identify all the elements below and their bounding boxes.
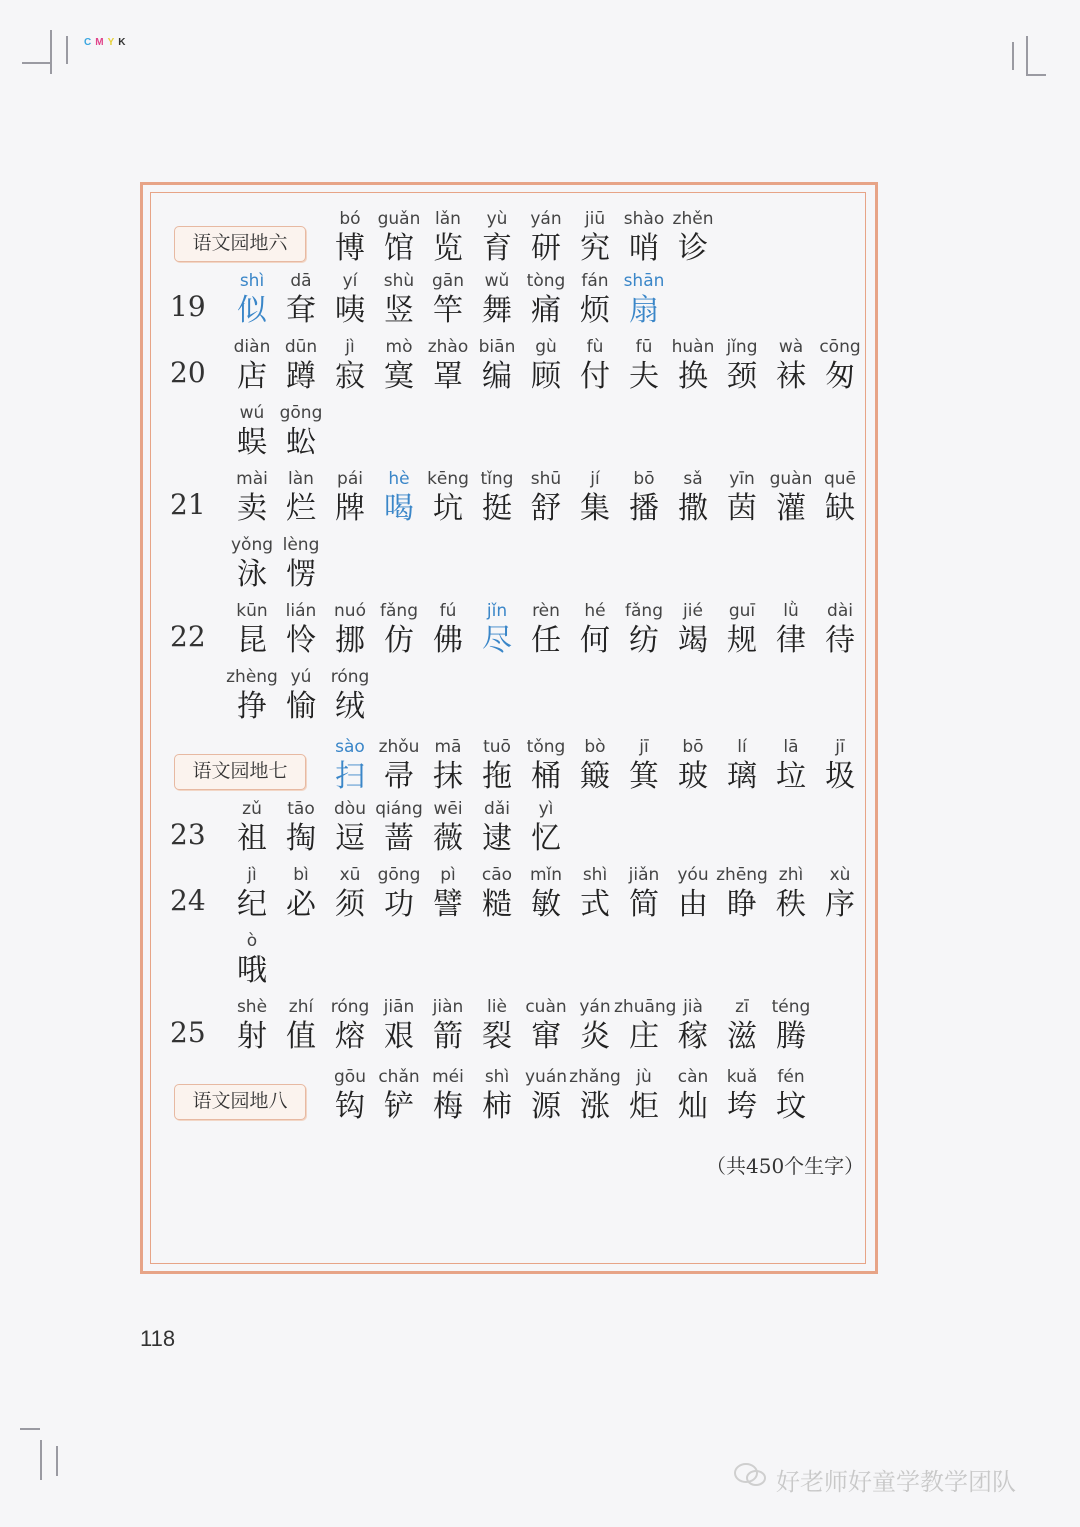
pinyin: rèn bbox=[532, 601, 560, 621]
character-cell bbox=[663, 208, 723, 268]
hanzi: 裂 bbox=[482, 1019, 512, 1054]
pinyin: tòng bbox=[526, 271, 566, 291]
wechat-icon bbox=[734, 1462, 766, 1488]
character-cell bbox=[516, 798, 576, 858]
pinyin: yú bbox=[290, 667, 312, 687]
pinyin: gōu bbox=[334, 1067, 366, 1087]
pinyin: lián bbox=[285, 601, 317, 621]
hanzi: 烂 bbox=[286, 491, 316, 526]
character-cell bbox=[222, 930, 282, 990]
page-number: 118 bbox=[140, 1326, 176, 1351]
pinyin: méi bbox=[432, 1067, 464, 1087]
hanzi: 炎 bbox=[580, 1019, 610, 1054]
pinyin: gōng bbox=[279, 403, 323, 423]
pinyin: jiū bbox=[584, 209, 606, 229]
pinyin: kuǎ bbox=[726, 1067, 758, 1087]
pinyin: yí bbox=[342, 271, 358, 291]
pinyin: làn bbox=[288, 469, 314, 489]
pinyin: tǒng bbox=[526, 737, 566, 757]
pinyin: dòu bbox=[334, 799, 366, 819]
hanzi: 昆 bbox=[237, 623, 267, 658]
hanzi: 耷 bbox=[286, 293, 316, 328]
pinyin: dūn bbox=[284, 337, 318, 357]
pinyin: dā bbox=[290, 271, 312, 291]
lesson-number: 25 bbox=[170, 1016, 206, 1049]
pinyin: zhěn bbox=[672, 209, 714, 229]
pinyin: kūn bbox=[236, 601, 268, 621]
pinyin: ò bbox=[246, 931, 258, 951]
pinyin: lǜ bbox=[783, 601, 799, 621]
hanzi: 圾 bbox=[825, 759, 855, 794]
pinyin: huàn bbox=[671, 337, 715, 357]
hanzi: 灿 bbox=[678, 1089, 708, 1124]
pinyin: jié bbox=[683, 601, 703, 621]
pinyin: tuō bbox=[483, 737, 511, 757]
pinyin: dài bbox=[827, 601, 853, 621]
pinyin: kēng bbox=[427, 469, 469, 489]
pinyin: zhǒu bbox=[378, 737, 420, 757]
hanzi: 律 bbox=[776, 623, 806, 658]
hanzi: 顾 bbox=[531, 359, 561, 394]
crop-mark bbox=[1026, 36, 1028, 74]
pinyin: zǔ bbox=[242, 799, 262, 819]
cmyk-c: C bbox=[84, 37, 96, 48]
hanzi: 卖 bbox=[237, 491, 267, 526]
pinyin: zhí bbox=[288, 997, 314, 1017]
crop-mark bbox=[22, 62, 50, 64]
crop-mark bbox=[20, 1428, 40, 1430]
pinyin: jì bbox=[345, 337, 355, 357]
hanzi: 逮 bbox=[482, 821, 512, 856]
pinyin: guǎn bbox=[377, 209, 421, 229]
pinyin: mā bbox=[434, 737, 462, 757]
pinyin: fú bbox=[439, 601, 457, 621]
pinyin: yuán bbox=[524, 1067, 568, 1087]
character-cell bbox=[614, 270, 674, 330]
hanzi: 梅 bbox=[433, 1089, 463, 1124]
pinyin: shào bbox=[623, 209, 665, 229]
hanzi: 柿 bbox=[482, 1089, 512, 1124]
hanzi: 敏 bbox=[531, 887, 561, 922]
hanzi: 寂 bbox=[335, 359, 365, 394]
hanzi: 编 bbox=[482, 359, 512, 394]
hanzi: 垮 bbox=[727, 1089, 757, 1124]
pinyin: gōng bbox=[377, 865, 421, 885]
pinyin: nuó bbox=[334, 601, 366, 621]
hanzi: 譬 bbox=[433, 887, 463, 922]
hanzi: 撒 bbox=[678, 491, 708, 526]
hanzi: 竖 bbox=[384, 293, 414, 328]
hanzi: 涨 bbox=[580, 1089, 610, 1124]
character-cell bbox=[761, 996, 821, 1056]
hanzi: 须 bbox=[335, 887, 365, 922]
pinyin: cāo bbox=[481, 865, 513, 885]
hanzi: 射 bbox=[237, 1019, 267, 1054]
pinyin: pái bbox=[337, 469, 363, 489]
pinyin: yì bbox=[538, 799, 554, 819]
pinyin: guàn bbox=[769, 469, 813, 489]
hanzi: 簸 bbox=[580, 759, 610, 794]
pinyin: wà bbox=[778, 337, 804, 357]
pinyin: shù bbox=[383, 271, 415, 291]
pinyin: lā bbox=[783, 737, 799, 757]
pinyin: wēi bbox=[433, 799, 463, 819]
hanzi: 览 bbox=[433, 231, 463, 266]
hanzi: 挺 bbox=[482, 491, 512, 526]
pinyin: quē bbox=[823, 469, 857, 489]
hanzi: 箭 bbox=[433, 1019, 463, 1054]
pinyin: yù bbox=[486, 209, 508, 229]
hanzi: 烦 bbox=[580, 293, 610, 328]
hanzi: 炬 bbox=[629, 1089, 659, 1124]
hanzi: 祖 bbox=[237, 821, 267, 856]
hanzi: 蹲 bbox=[286, 359, 316, 394]
hanzi: 滋 bbox=[727, 1019, 757, 1054]
hanzi: 播 bbox=[629, 491, 659, 526]
pinyin: dǎi bbox=[484, 799, 510, 819]
hanzi: 糙 bbox=[482, 887, 512, 922]
hanzi: 由 bbox=[678, 887, 708, 922]
pinyin: gān bbox=[432, 271, 464, 291]
hanzi: 坑 bbox=[433, 491, 463, 526]
hanzi: 逗 bbox=[335, 821, 365, 856]
pinyin: diàn bbox=[233, 337, 271, 357]
hanzi: 夫 bbox=[629, 359, 659, 394]
character-cell bbox=[761, 1066, 821, 1126]
pinyin: zhào bbox=[427, 337, 469, 357]
pinyin: zhì bbox=[778, 865, 804, 885]
character-cell bbox=[320, 666, 380, 726]
hanzi: 集 bbox=[580, 491, 610, 526]
hanzi: 馆 bbox=[384, 231, 414, 266]
hanzi: 桶 bbox=[531, 759, 561, 794]
pinyin: shì bbox=[582, 865, 608, 885]
pinyin: jiàn bbox=[432, 997, 464, 1017]
hanzi: 忆 bbox=[531, 821, 561, 856]
lesson-number: 19 bbox=[170, 290, 206, 323]
hanzi: 似 bbox=[237, 293, 267, 328]
hanzi: 秩 bbox=[776, 887, 806, 922]
hanzi: 拖 bbox=[482, 759, 512, 794]
hanzi: 育 bbox=[482, 231, 512, 266]
pinyin: zī bbox=[735, 997, 749, 1017]
pinyin: mài bbox=[236, 469, 268, 489]
hanzi: 愣 bbox=[286, 557, 316, 592]
lesson-number: 24 bbox=[170, 884, 206, 917]
pinyin: zhēng bbox=[716, 865, 768, 885]
hanzi: 换 bbox=[678, 359, 708, 394]
hanzi: 薇 bbox=[433, 821, 463, 856]
character-cell bbox=[810, 336, 870, 396]
pinyin: róng bbox=[330, 997, 370, 1017]
hanzi: 掏 bbox=[286, 821, 316, 856]
cmyk-m: M bbox=[95, 37, 108, 48]
hanzi: 窜 bbox=[531, 1019, 561, 1054]
hanzi: 博 bbox=[335, 231, 365, 266]
hanzi: 源 bbox=[531, 1089, 561, 1124]
hanzi: 哨 bbox=[629, 231, 659, 266]
hanzi: 式 bbox=[580, 887, 610, 922]
hanzi: 咦 bbox=[335, 293, 365, 328]
hanzi: 店 bbox=[237, 359, 267, 394]
crop-mark bbox=[1026, 74, 1046, 76]
hanzi: 喝 bbox=[384, 491, 414, 526]
hanzi: 必 bbox=[286, 887, 316, 922]
hanzi: 纺 bbox=[629, 623, 659, 658]
hanzi: 垃 bbox=[776, 759, 806, 794]
lesson-number: 23 bbox=[170, 818, 206, 851]
pinyin: xù bbox=[829, 865, 851, 885]
hanzi: 蜈 bbox=[237, 425, 267, 460]
lesson-number: 22 bbox=[170, 620, 206, 653]
hanzi: 纪 bbox=[237, 887, 267, 922]
crop-mark bbox=[66, 36, 68, 64]
hanzi: 庄 bbox=[629, 1019, 659, 1054]
pinyin: zhǎng bbox=[569, 1067, 621, 1087]
pinyin: fán bbox=[581, 271, 609, 291]
hanzi: 艰 bbox=[384, 1019, 414, 1054]
hanzi: 待 bbox=[825, 623, 855, 658]
pinyin: yóu bbox=[677, 865, 709, 885]
section-label: 语文园地八 bbox=[174, 1084, 306, 1120]
hanzi: 寞 bbox=[384, 359, 414, 394]
hanzi: 竿 bbox=[433, 293, 463, 328]
hanzi: 任 bbox=[531, 623, 561, 658]
pinyin: pì bbox=[440, 865, 456, 885]
pinyin: gù bbox=[535, 337, 557, 357]
hanzi: 付 bbox=[580, 359, 610, 394]
crop-mark bbox=[56, 1446, 58, 1476]
hanzi: 熔 bbox=[335, 1019, 365, 1054]
hanzi: 玻 bbox=[678, 759, 708, 794]
watermark: 好老师好童学教学团队 bbox=[776, 1468, 1016, 1496]
pinyin: qiáng bbox=[375, 799, 423, 819]
lesson-number: 21 bbox=[170, 488, 206, 521]
character-cell bbox=[810, 864, 870, 924]
hanzi: 璃 bbox=[727, 759, 757, 794]
pinyin: zhuāng bbox=[614, 997, 677, 1017]
pinyin: shì bbox=[239, 271, 265, 291]
pinyin: fù bbox=[586, 337, 604, 357]
hanzi: 诊 bbox=[678, 231, 708, 266]
pinyin: jiān bbox=[383, 997, 415, 1017]
pinyin: bó bbox=[339, 209, 361, 229]
hanzi: 怜 bbox=[286, 623, 316, 658]
hanzi: 扇 bbox=[629, 293, 659, 328]
hanzi: 简 bbox=[629, 887, 659, 922]
pinyin: bì bbox=[293, 865, 309, 885]
pinyin: zhèng bbox=[226, 667, 278, 687]
pinyin: jí bbox=[590, 469, 600, 489]
hanzi: 规 bbox=[727, 623, 757, 658]
hanzi: 缺 bbox=[825, 491, 855, 526]
pinyin: fū bbox=[635, 337, 653, 357]
pinyin: hé bbox=[584, 601, 606, 621]
hanzi: 挣 bbox=[237, 689, 267, 724]
pinyin: wǔ bbox=[484, 271, 510, 291]
pinyin: guī bbox=[728, 601, 756, 621]
pinyin: chǎn bbox=[378, 1067, 420, 1087]
pinyin: jià bbox=[683, 997, 703, 1017]
pinyin: liè bbox=[487, 997, 507, 1017]
character-cell bbox=[271, 402, 331, 462]
cmyk-k: K bbox=[118, 37, 130, 48]
pinyin: yīn bbox=[729, 469, 755, 489]
hanzi: 稼 bbox=[678, 1019, 708, 1054]
pinyin: hè bbox=[388, 469, 410, 489]
pinyin: téng bbox=[771, 997, 811, 1017]
hanzi: 颈 bbox=[727, 359, 757, 394]
hanzi: 仿 bbox=[384, 623, 414, 658]
hanzi: 铲 bbox=[384, 1089, 414, 1124]
hanzi: 蔷 bbox=[384, 821, 414, 856]
hanzi: 牌 bbox=[335, 491, 365, 526]
pinyin: xū bbox=[339, 865, 361, 885]
pinyin: jī bbox=[835, 737, 845, 757]
hanzi: 蚣 bbox=[286, 425, 316, 460]
hanzi: 抹 bbox=[433, 759, 463, 794]
total-count: （共450个生字） bbox=[706, 1154, 865, 1178]
hanzi: 哦 bbox=[237, 953, 267, 988]
hanzi: 钩 bbox=[335, 1089, 365, 1124]
pinyin: biān bbox=[478, 337, 516, 357]
hanzi: 佛 bbox=[433, 623, 463, 658]
pinyin: fǎng bbox=[625, 601, 663, 621]
hanzi: 绒 bbox=[335, 689, 365, 724]
pinyin: sǎ bbox=[683, 469, 703, 489]
pinyin: bō bbox=[682, 737, 704, 757]
pinyin: tāo bbox=[287, 799, 315, 819]
hanzi: 灌 bbox=[776, 491, 806, 526]
pinyin: mǐn bbox=[529, 865, 563, 885]
crop-mark bbox=[40, 1440, 42, 1480]
pinyin: shè bbox=[236, 997, 268, 1017]
hanzi: 腾 bbox=[776, 1019, 806, 1054]
pinyin: yán bbox=[530, 209, 562, 229]
hanzi: 尽 bbox=[482, 623, 512, 658]
pinyin: fén bbox=[777, 1067, 805, 1087]
hanzi: 帚 bbox=[384, 759, 414, 794]
cmyk-y: Y bbox=[107, 37, 119, 48]
hanzi: 值 bbox=[286, 1019, 316, 1054]
pinyin: jì bbox=[247, 865, 257, 885]
crop-mark bbox=[1012, 42, 1014, 70]
hanzi: 舞 bbox=[482, 293, 512, 328]
pinyin: yǒng bbox=[230, 535, 274, 555]
hanzi: 睁 bbox=[727, 887, 757, 922]
pinyin: yán bbox=[579, 997, 611, 1017]
pinyin: jǐn bbox=[486, 601, 508, 621]
pinyin: jǐng bbox=[726, 337, 758, 357]
pinyin: cōng bbox=[819, 337, 861, 357]
hanzi: 袜 bbox=[776, 359, 806, 394]
pinyin: càn bbox=[677, 1067, 709, 1087]
lesson-number: 20 bbox=[170, 356, 206, 389]
character-cell bbox=[810, 736, 870, 796]
hanzi: 愉 bbox=[286, 689, 316, 724]
hanzi: 舒 bbox=[531, 491, 561, 526]
pinyin: mò bbox=[385, 337, 413, 357]
pinyin: lí bbox=[737, 737, 747, 757]
pinyin: cuàn bbox=[525, 997, 567, 1017]
cmyk-marks bbox=[84, 37, 129, 48]
character-cell bbox=[810, 600, 870, 660]
crop-mark bbox=[50, 30, 52, 74]
pinyin: shì bbox=[484, 1067, 510, 1087]
pinyin: shū bbox=[530, 469, 562, 489]
hanzi: 罩 bbox=[433, 359, 463, 394]
character-cell bbox=[810, 468, 870, 528]
pinyin: sào bbox=[335, 737, 365, 757]
character-cell bbox=[271, 534, 331, 594]
hanzi: 何 bbox=[580, 623, 610, 658]
pinyin: shān bbox=[623, 271, 665, 291]
pinyin: wú bbox=[239, 403, 265, 423]
pinyin: tǐng bbox=[480, 469, 514, 489]
pinyin: lèng bbox=[282, 535, 320, 555]
hanzi: 序 bbox=[825, 887, 855, 922]
hanzi: 功 bbox=[384, 887, 414, 922]
hanzi: 扫 bbox=[335, 759, 365, 794]
hanzi: 研 bbox=[531, 231, 561, 266]
hanzi: 匆 bbox=[825, 359, 855, 394]
hanzi: 竭 bbox=[678, 623, 708, 658]
pinyin: bō bbox=[633, 469, 655, 489]
section-label: 语文园地六 bbox=[174, 226, 306, 262]
pinyin: róng bbox=[330, 667, 370, 687]
pinyin: bò bbox=[584, 737, 606, 757]
hanzi: 痛 bbox=[531, 293, 561, 328]
pinyin: lǎn bbox=[435, 209, 461, 229]
section-label: 语文园地七 bbox=[174, 754, 306, 790]
pinyin: fǎng bbox=[380, 601, 418, 621]
pinyin: jù bbox=[636, 1067, 652, 1087]
pinyin: jiǎn bbox=[628, 865, 660, 885]
hanzi: 泳 bbox=[237, 557, 267, 592]
hanzi: 茵 bbox=[727, 491, 757, 526]
pinyin: jī bbox=[639, 737, 649, 757]
hanzi: 坟 bbox=[776, 1089, 806, 1124]
hanzi: 箕 bbox=[629, 759, 659, 794]
hanzi: 究 bbox=[580, 231, 610, 266]
hanzi: 挪 bbox=[335, 623, 365, 658]
